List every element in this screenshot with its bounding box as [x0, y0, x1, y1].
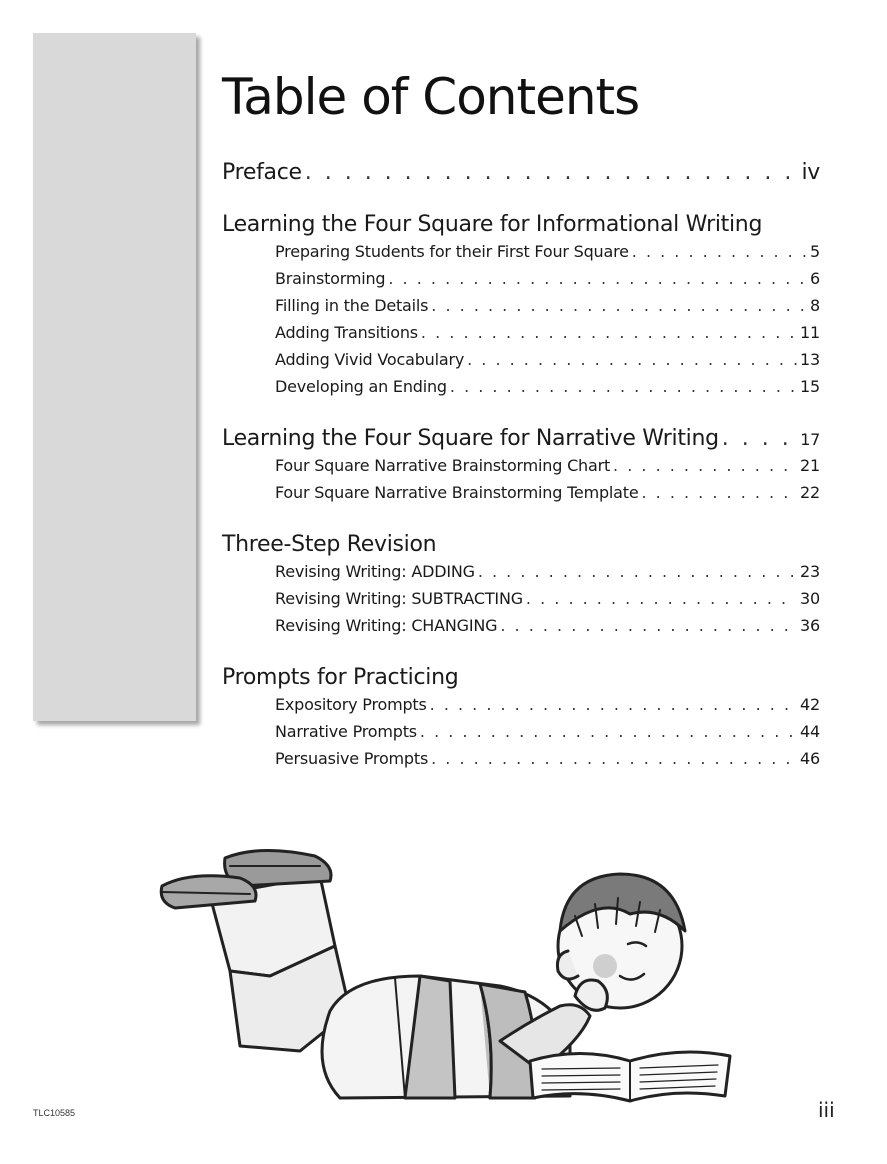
toc-entry[interactable] [222, 616, 820, 643]
toc-entry-label: Adding Transitions [275, 323, 418, 342]
dot-leader [388, 269, 807, 288]
toc-entry-label: Four Square Narrative Brainstorming Chart [275, 456, 611, 475]
toc-entry[interactable] [222, 456, 820, 483]
toc-entry-page: 36 [800, 616, 820, 635]
toc-entry-page: 22 [800, 483, 820, 502]
toc-entry-label: Filling in the Details [275, 296, 429, 315]
side-panel [33, 33, 196, 721]
toc-entry[interactable] [222, 350, 820, 377]
toc-entry-page: iv [801, 160, 820, 185]
toc-section-title: Learning the Four Square for Narrative Writing [222, 426, 719, 451]
toc-entry-page: 44 [800, 722, 820, 741]
toc-entry-page: 23 [800, 562, 820, 581]
toc-entry-label: Preparing Students for their First Four Square [275, 242, 629, 261]
toc-entry-page: 30 [800, 589, 820, 608]
toc-entry-preface[interactable] [222, 160, 820, 196]
dot-leader [526, 589, 797, 608]
toc-section-revision[interactable] [222, 532, 820, 562]
toc-entry-page: 13 [800, 350, 820, 369]
toc-section-page: 17 [800, 430, 820, 449]
table-of-contents [222, 160, 820, 776]
toc-entry[interactable] [222, 722, 820, 749]
dot-leader [450, 377, 797, 396]
toc-entry-page: 8 [810, 296, 820, 315]
toc-entry-label: Preface [222, 160, 302, 185]
toc-section-informational[interactable] [222, 212, 820, 242]
toc-section-title: Prompts for Practicing [222, 665, 459, 690]
toc-entry-label: Developing an Ending [275, 377, 447, 396]
toc-entry-page: 5 [810, 242, 820, 261]
toc-section-title: Learning the Four Square for Informational Writing [222, 212, 763, 237]
dot-leader [722, 426, 797, 451]
toc-entry[interactable] [222, 269, 820, 296]
toc-entry-label: Revising Writing: CHANGING [275, 616, 498, 635]
child-reading-book-icon [150, 836, 750, 1116]
toc-entry-page: 15 [800, 377, 820, 396]
dot-leader [632, 242, 807, 261]
toc-section-narrative[interactable] [222, 426, 820, 456]
toc-entry-label: Brainstorming [275, 269, 386, 288]
dot-leader [478, 562, 797, 581]
toc-entry-page: 21 [800, 456, 820, 475]
toc-entry-page: 46 [800, 749, 820, 768]
toc-entry-page: 6 [810, 269, 820, 288]
dot-leader [613, 456, 797, 475]
toc-entry[interactable] [222, 483, 820, 510]
toc-entry-label: Expository Prompts [275, 695, 427, 714]
page-number: iii [818, 1098, 835, 1122]
toc-entry-label: Persuasive Prompts [275, 749, 429, 768]
toc-entry-label: Revising Writing: ADDING [275, 562, 475, 581]
toc-entry[interactable] [222, 296, 820, 323]
dot-leader [305, 160, 799, 185]
toc-entry-page: 11 [800, 323, 820, 342]
toc-section-prompts[interactable] [222, 665, 820, 695]
toc-entry-page: 42 [800, 695, 820, 714]
toc-entry-label: Four Square Narrative Brainstorming Template [275, 483, 639, 502]
toc-entry[interactable] [222, 377, 820, 404]
toc-entry-label: Revising Writing: SUBTRACTING [275, 589, 523, 608]
dot-leader [421, 323, 797, 342]
dot-leader [420, 722, 797, 741]
dot-leader [431, 296, 807, 315]
toc-entry-label: Narrative Prompts [275, 722, 417, 741]
toc-entry[interactable] [222, 242, 820, 269]
toc-entry[interactable] [222, 323, 820, 350]
footer-code: TLC10585 [33, 1108, 76, 1118]
dot-leader [430, 695, 797, 714]
toc-entry[interactable] [222, 695, 820, 722]
toc-entry[interactable] [222, 562, 820, 589]
toc-entry[interactable] [222, 589, 820, 616]
toc-entry[interactable] [222, 749, 820, 776]
toc-section-title: Three-Step Revision [222, 532, 437, 557]
dot-leader [641, 483, 797, 502]
dot-leader [431, 749, 797, 768]
toc-entry-label: Adding Vivid Vocabulary [275, 350, 465, 369]
page-title: Table of Contents [222, 68, 640, 126]
dot-leader [500, 616, 797, 635]
dot-leader [467, 350, 797, 369]
